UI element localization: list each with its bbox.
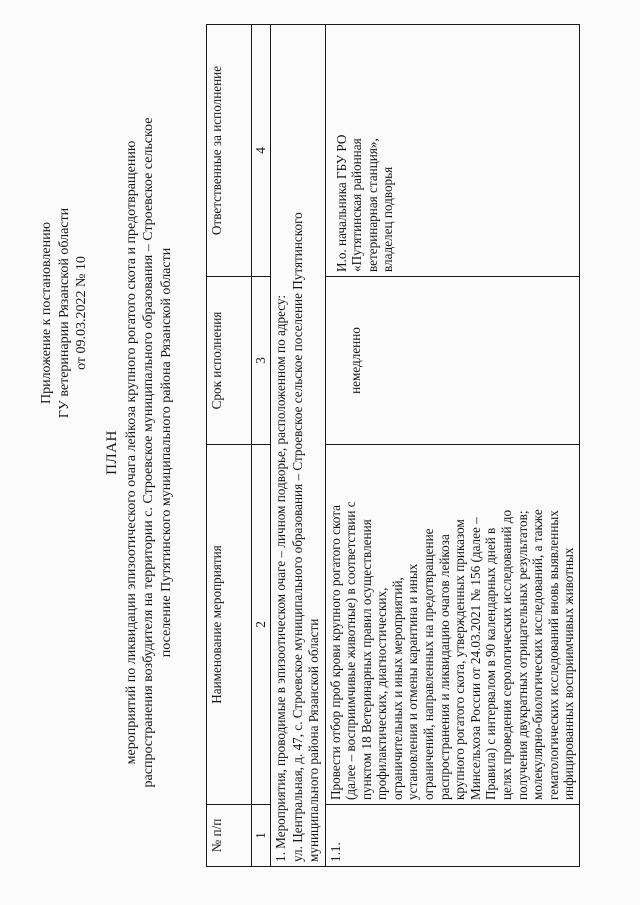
activity-line: Провести отбор проб крови крупного рогатого скота [327,505,343,800]
row-number: 1.1. [325,805,580,867]
row-deadline: немедленно [325,277,580,445]
appendix-line: ГУ ветеринарии Рязанской области [56,207,72,419]
title-line: поселение Путятинского муниципального района Рязанской области [158,247,174,658]
section-line: 1. Мероприятия, проводимые в эпизоотическом очаге – личном подворье, расположенном по адресу: [273,294,288,862]
activity-line: ограничений, направленных на предотвращение [421,528,437,800]
plan-heading: ПЛАН [104,430,120,475]
header-activity: Наименование мероприятия [207,445,252,805]
activity-line: распространения и ликвидацию очагов лейкоза [436,534,452,800]
document-title [104,35,175,870]
row-activity [325,445,580,805]
header-responsible: Ответственные за исполнение [207,25,252,277]
activity-line: инфицированных восприимчивых животных [561,547,577,800]
responsible-line: владелец подворья [380,166,396,272]
column-number-row [252,25,271,867]
activity-line: целях проведения серологических исследований до [499,509,515,800]
activity-line: пунктом 18 Ветеринарных правил осуществления [358,519,374,800]
column-number: 3 [252,277,271,445]
section-line: муниципального района Рязанской области [306,618,321,862]
header-row [207,25,252,867]
activity-line: крупного рогатого скота, утвержденных приказом [452,519,468,800]
title-line: распространения возбудителя на территории с. Строевское муниципального образования – Строевское сельское [141,117,156,788]
activity-line: гематологических исследований вновь выявленных [545,510,561,800]
title-line: мероприятий по ликвидации эпизоотического очага лейкоза крупного рогатого скота и предотвращению [123,140,139,765]
header-number: № п/п [207,805,252,867]
responsible-line: «Путятинская районная [349,138,365,272]
section-row [271,25,326,867]
activity-line: Правила) с интервалом в 90 календарных дней в [483,527,499,800]
appendix-line: от 09.03.2022 № 10 [74,256,89,370]
activity-line: молекулярно-биологических исследований, а также [530,509,546,800]
activity-line: профилактических, диагностических, [374,587,390,800]
column-number: 1 [252,805,271,867]
appendix-reference [38,148,91,478]
row-responsible [325,25,580,277]
responsible-line: И.о. начальника ГБУ РО [333,134,349,272]
section-line: ул. Центральная, д. 47, с. Строевское муниципального образования – Строевское сельское поселение Путятинского [289,212,305,862]
responsible-line: ветеринарная станция», [364,138,380,272]
column-number: 2 [252,445,271,805]
header-deadline: Срок исполнения [207,277,252,445]
table-row [325,25,580,867]
appendix-line: Приложение к постановлению [39,221,54,405]
activity-line: Минсельхоза России от 24.03.2021 № 156 (далее – [467,517,483,800]
column-number: 4 [252,25,271,277]
activity-line: установления и отмены карантина и иных [405,563,421,800]
activity-line: получения двукратных отрицательных результатов; [514,510,530,800]
section-heading [271,25,326,867]
activity-line: ограничительных и иных мероприятий, [389,577,405,800]
plan-table [206,24,580,867]
activity-line: (далее – восприимчивые животные) в соответствии с [343,501,359,800]
